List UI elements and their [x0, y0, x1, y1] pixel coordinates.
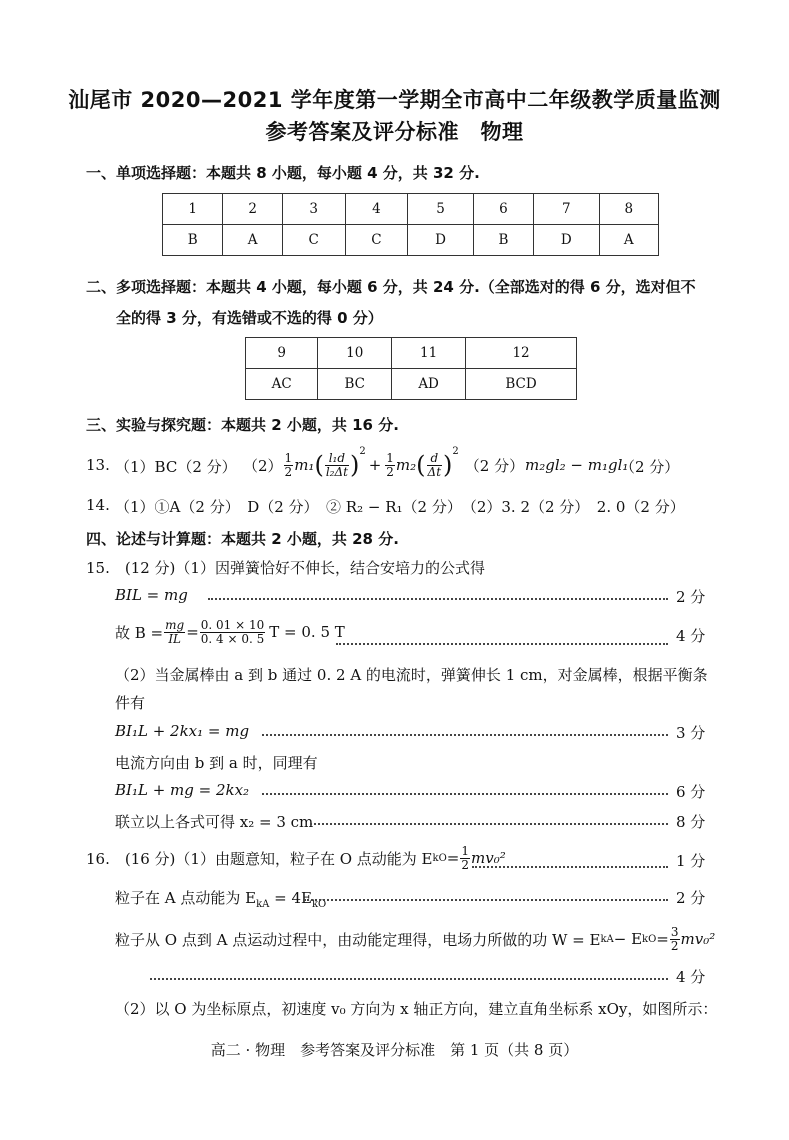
fraction-den: 2 [386, 464, 394, 479]
q16-line3 [115, 921, 715, 957]
q15-part2-line1: （2）当金属棒由 a 到 b 通过 0. 2 A 的电流时，弹簧伸长 1 cm，对金属棒，根据平衡条 [115, 666, 708, 684]
q16-line3-text: 粒子从 O 点到 A 点运动过程中，由动能定理得，电场力所做的功 W = E [115, 930, 601, 949]
leader-dots [472, 866, 668, 868]
table-cell: 2 [223, 194, 282, 225]
fraction [200, 619, 266, 646]
exponent: 2 [359, 446, 366, 457]
q15-eq4: BI₁L + mg = 2kx₂ [115, 781, 250, 799]
multi-choice-answer-table [245, 337, 577, 400]
table-cell: 5 [408, 194, 473, 225]
q16-line3-mid: − E [613, 930, 643, 948]
q15-intro: 15. (12 分)（1）因弹簧恰好不伸长，结合安培力的公式得 [86, 559, 485, 577]
leader-dots [310, 823, 668, 825]
q16-intro-tail: mv₀² [471, 849, 506, 867]
table-cell: 10 [318, 338, 392, 369]
q15-eq2-result: T = 0. 5 T [269, 623, 345, 641]
fraction [460, 845, 470, 872]
q15-eq2-prefix: 故 B = [115, 623, 164, 642]
fraction-num: l₁d [325, 452, 349, 466]
section2-heading-line1: 二、多项选择题：本题共 4 小题，每小题 6 分，共 24 分.（全部选对的得 6 分，选对但不 [86, 278, 696, 296]
table-cell: 8 [599, 194, 659, 225]
subscript: kO [432, 852, 447, 864]
table-cell: 11 [392, 338, 466, 369]
q16-line3-tail: mv₀² [680, 930, 716, 948]
page-title: 汕尾市 2020—2021 学年度第一学期全市高中二年级教学质量监测 [68, 88, 721, 112]
q16-line4: （2）以 O 为坐标原点，初速度 v₀ 方向为 x 轴正方向，建立直角坐标系 xOy，如图所示： [115, 1000, 718, 1018]
fraction [164, 619, 185, 646]
table-cell: B [473, 225, 533, 256]
equals-sign: = [446, 849, 460, 867]
leader-dots [150, 978, 668, 980]
page-footer: 高二 · 物理 参考答案及评分标准 第 1 页（共 8 页） [210, 1041, 579, 1059]
table-row [163, 194, 659, 225]
q13-part3-score: （2 分） [620, 458, 680, 476]
exponent: 2 [452, 446, 459, 457]
q13-label: 13. [86, 456, 110, 474]
subscript: kO [311, 899, 327, 910]
q13-part2-prefix: （2） [243, 456, 283, 475]
q13-part3-expr: m₂gl₂ − m₁gl₁ [525, 456, 629, 474]
leader-dots [336, 643, 668, 645]
table-cell: 1 [163, 194, 223, 225]
equals-sign: = [186, 623, 199, 641]
table-cell: 3 [282, 194, 345, 225]
table-row [163, 225, 659, 256]
page-subtitle: 参考答案及评分标准 物理 [265, 120, 524, 144]
q16-line2 [115, 887, 326, 910]
q15-eq5-score: 8 分 [676, 813, 706, 831]
q15-eq3: BI₁L + 2kx₁ = mg [115, 722, 250, 740]
q16-line2-text: 粒子在 A 点动能为 E [115, 889, 257, 907]
q15-eq2-score: 4 分 [676, 627, 706, 645]
q13-part2-score: （2 分） [464, 456, 525, 475]
fraction-den: Δt [427, 464, 442, 479]
fraction-num: 1 [386, 450, 394, 465]
q15-eq1: BIL = mg [115, 586, 188, 604]
subscript: kO [642, 933, 657, 945]
leader-dots [304, 899, 668, 901]
fraction-num: d [427, 452, 443, 466]
table-cell: 4 [345, 194, 408, 225]
table-cell: BC [318, 369, 392, 400]
fraction [427, 452, 443, 479]
q16-intro [86, 840, 506, 876]
table-row [246, 338, 577, 369]
q14-label: 14. [86, 496, 110, 514]
q15-part2-line3: 电流方向由 b 到 a 时，同理有 [115, 754, 318, 772]
table-cell: 7 [534, 194, 599, 225]
table-cell: A [599, 225, 659, 256]
q15-eq1-score: 2 分 [676, 588, 706, 606]
table-cell: C [345, 225, 408, 256]
subscript: kA [600, 933, 614, 945]
fraction-den: 2 [670, 938, 679, 953]
q13-part2-formula: （2） $\frac{1}{2}$ m₁ ( $\frac{\text{l₁d}}{\text{l₂Δt}}$ ) $^2$ + $\frac{1}{2}$ m₂ ( $\frac{d}{\Delta t}$ ) $^2$ （2 分） [243, 446, 525, 479]
table-cell: 12 [466, 338, 577, 369]
q14-answer: （1）①A（2 分） D（2 分） ② R₂ − R₁（2 分） （2）3. 2（2 分） 2. 0（2 分） [115, 498, 685, 516]
table-cell: A [223, 225, 282, 256]
fraction [325, 452, 349, 479]
fraction-num: 0. 01 × 10 [200, 617, 265, 632]
single-choice-answer-table [162, 193, 659, 256]
equals-sign: = [656, 930, 669, 948]
q15-eq2 [115, 613, 345, 651]
fraction [385, 452, 395, 479]
fraction-num: 1 [461, 843, 469, 858]
m2-symbol: m₂ [395, 456, 417, 474]
section1-heading: 一、单项选择题：本题共 8 小题，每小题 4 分，共 32 分. [86, 164, 480, 182]
table-cell: D [534, 225, 599, 256]
q15-part2-line2: 件有 [115, 694, 146, 712]
subscript: kA [256, 899, 270, 910]
table-cell: 6 [473, 194, 533, 225]
q15-eq4-score: 6 分 [676, 783, 706, 801]
q16-intro-text: 16. (16 分)（1）由题意知，粒子在 O 点动能为 E [86, 849, 433, 868]
table-row [246, 369, 577, 400]
fraction [670, 926, 680, 953]
leader-dots [208, 598, 668, 600]
fraction [284, 452, 294, 479]
section2-heading-line2: 全的得 3 分，有选错或不选的得 0 分） [116, 309, 383, 327]
fraction-den: 0. 4 × 0. 5 [200, 631, 265, 646]
q15-eq5: 联立以上各式可得 x₂ = 3 cm [115, 813, 314, 831]
q15-eq3-score: 3 分 [676, 724, 706, 742]
plus-sign: + [368, 456, 382, 474]
q16-line3-score: 4 分 [676, 968, 706, 986]
section4-heading: 四、论述与计算题：本题共 2 小题，共 28 分. [86, 530, 399, 548]
m1-symbol: m₁ [294, 456, 315, 474]
table-cell: AC [246, 369, 318, 400]
fraction-den: 2 [284, 464, 293, 479]
table-cell: B [163, 225, 223, 256]
q13-part1: （1）BC（2 分） [115, 458, 237, 476]
fraction-num: 1 [284, 450, 293, 465]
fraction-den: 2 [461, 857, 469, 872]
table-cell: D [408, 225, 473, 256]
q16-line2-score: 2 分 [676, 889, 706, 907]
q16-line2-tail: = 4E [269, 889, 312, 907]
table-cell: 9 [246, 338, 318, 369]
fraction-den: IL [168, 631, 182, 646]
leader-dots [262, 793, 668, 795]
table-cell: AD [392, 369, 466, 400]
q16-intro-score: 1 分 [676, 852, 706, 870]
section3-heading: 三、实验与探究题：本题共 2 小题，共 16 分. [86, 416, 399, 434]
leader-dots [262, 734, 668, 736]
fraction-num: mg [165, 617, 185, 632]
table-cell: C [282, 225, 345, 256]
fraction-den: l₂Δt [325, 464, 348, 479]
table-cell: BCD [466, 369, 577, 400]
fraction-num: 3 [670, 924, 679, 939]
